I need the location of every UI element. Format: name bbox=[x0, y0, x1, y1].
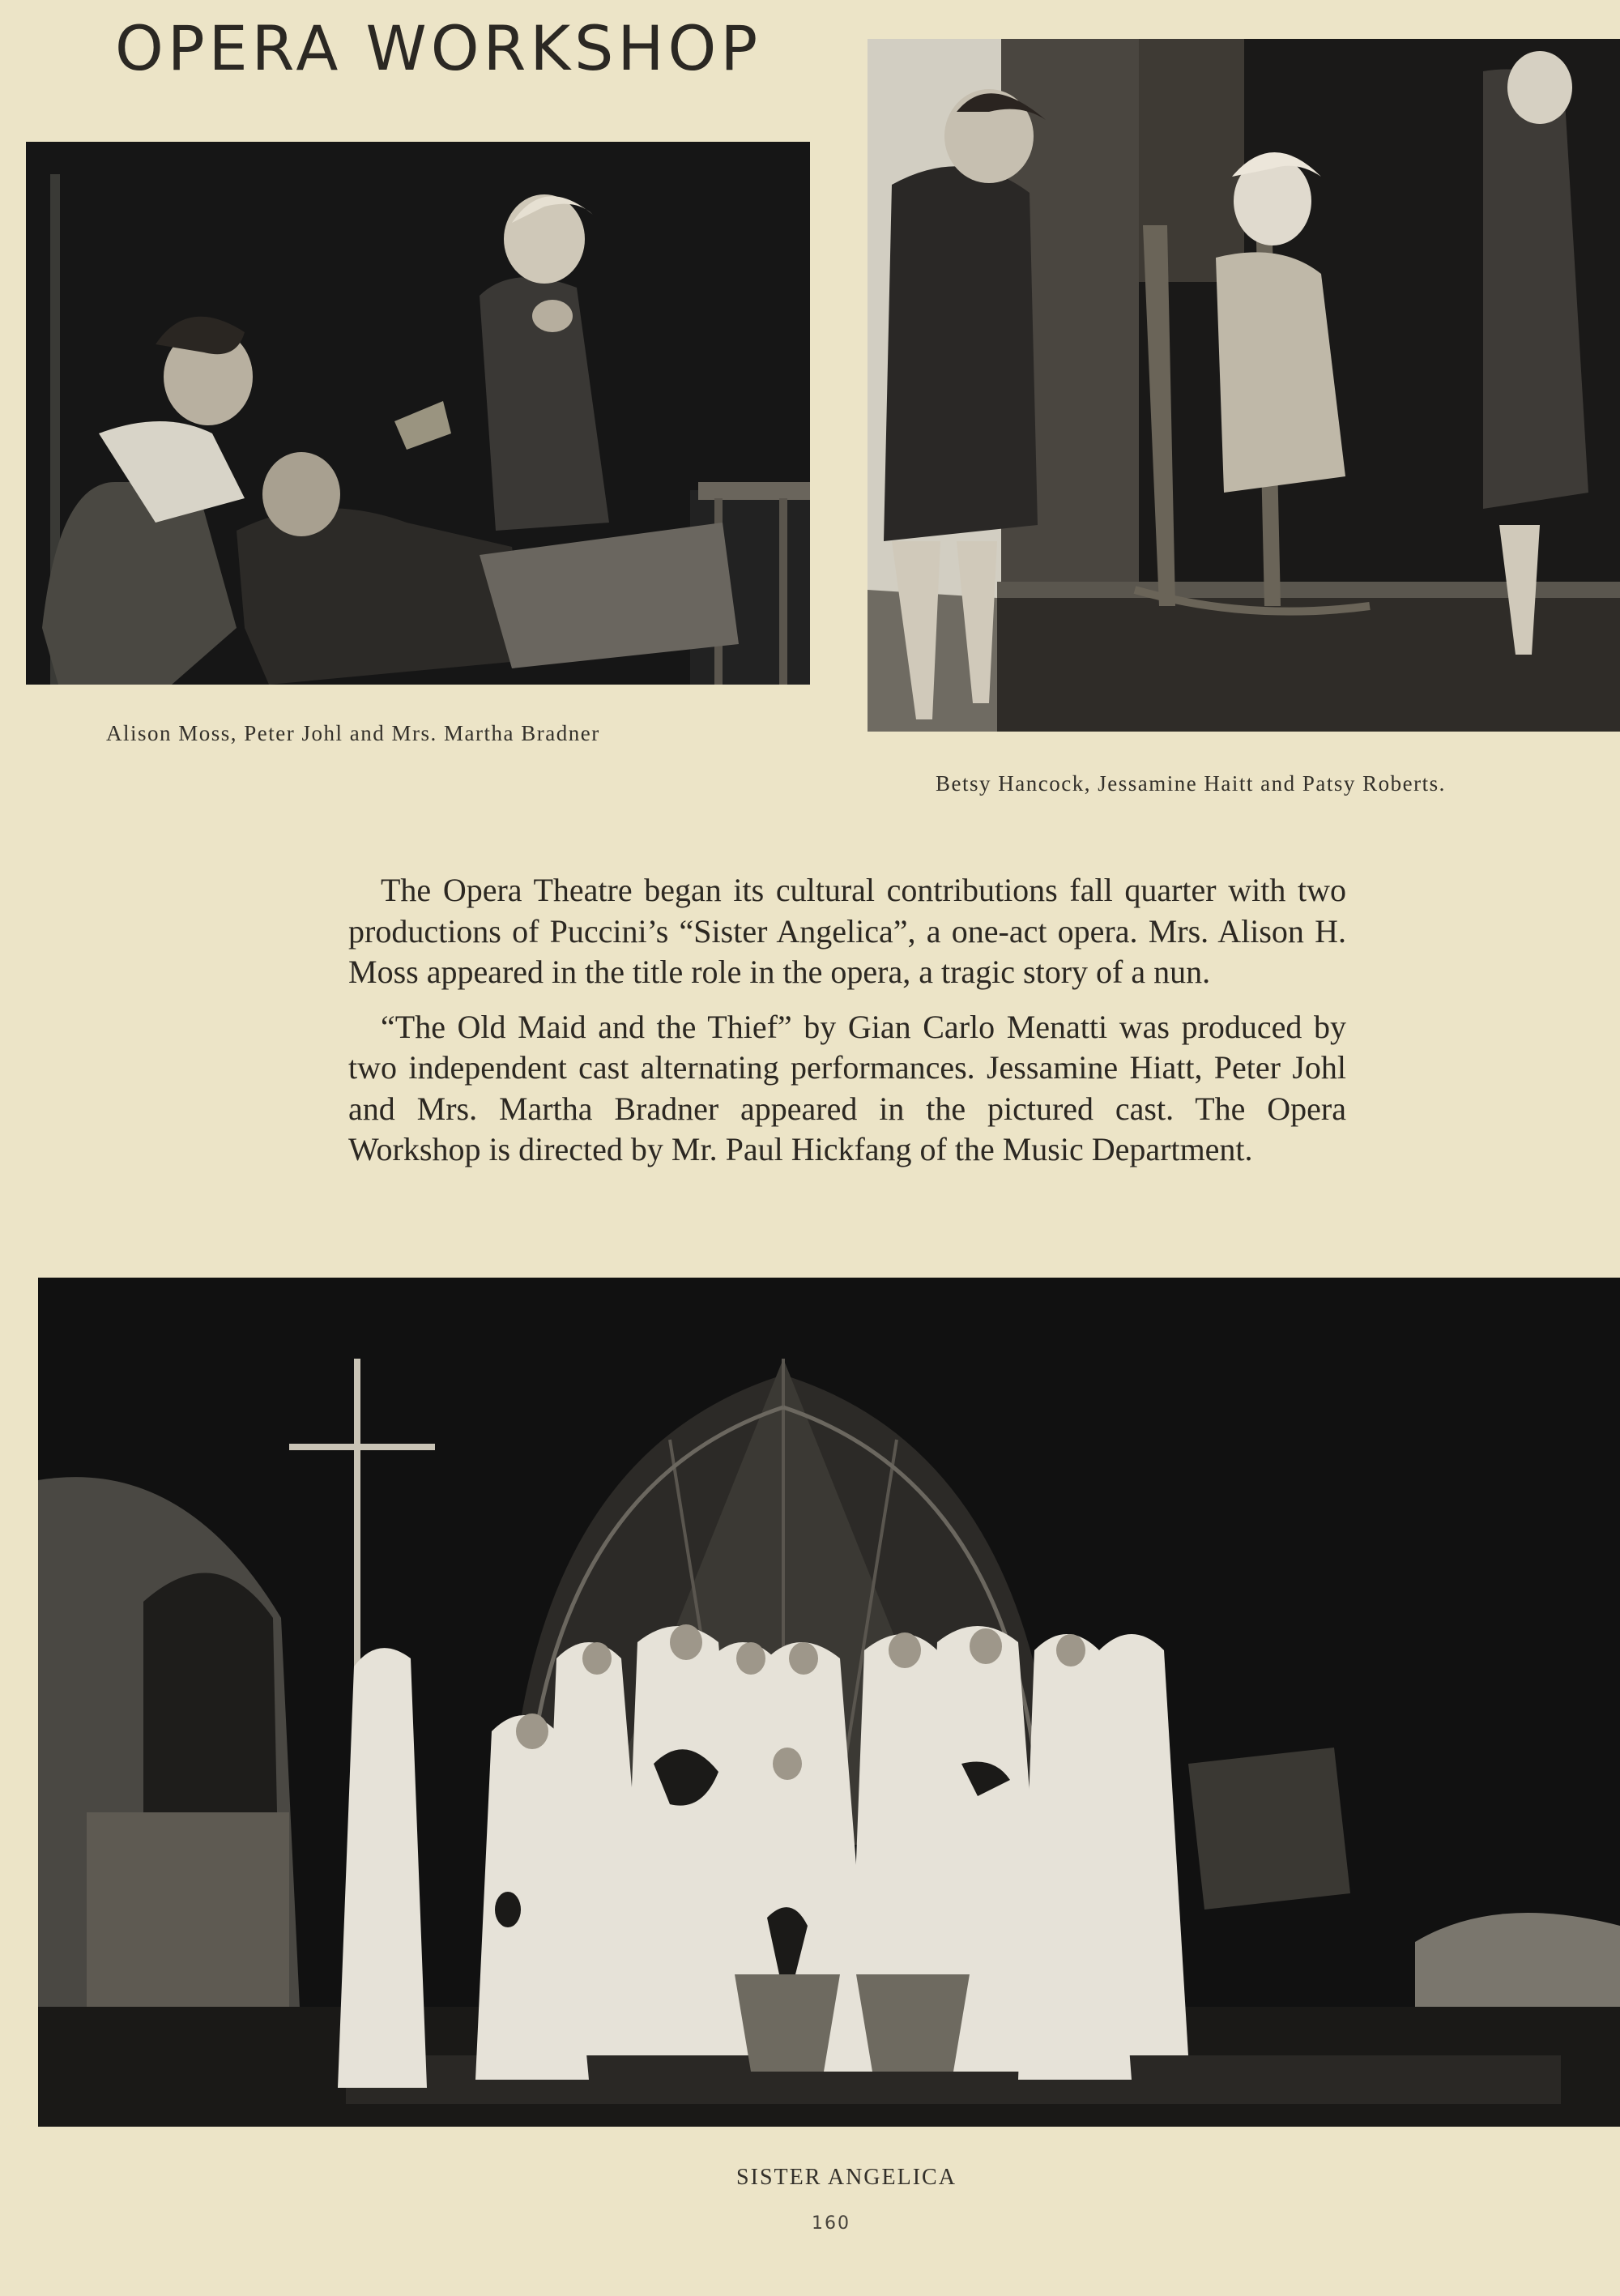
photo-caption-3: SISTER ANGELICA bbox=[736, 2165, 957, 2190]
photo-caption-1: Alison Moss, Peter Johl and Mrs. Martha Bradner bbox=[106, 721, 600, 745]
photo-caption-2: Betsy Hancock, Jessamine Haitt and Patsy Roberts. bbox=[936, 771, 1446, 796]
page-title: OPERA WORKSHOP bbox=[115, 12, 762, 84]
photo-old-maid-scene-1 bbox=[26, 142, 810, 685]
article-body bbox=[348, 870, 1346, 1184]
photo-old-maid-scene-2 bbox=[868, 39, 1620, 732]
article-paragraph: The Opera Theatre began its cultural contributions fall quarter with two productions of Puccini’s “Sister Angelica”, a one-act opera. Mrs. Alison H. Moss appeared in the title role in the opera, a tragic story of a nun. bbox=[348, 872, 1346, 990]
page-number: 160 bbox=[812, 2213, 850, 2234]
photo-sister-angelica bbox=[38, 1278, 1620, 2127]
article-paragraph: “The Old Maid and the Thief” by Gian Carlo Menatti was produced by two independent cast alternating performances. Jessamine Hiatt, Peter Johl and Mrs. Martha Bradner appeared in the pictured cast. The Opera Workshop is directed by Mr. Paul Hickfang of the Music Department. bbox=[348, 1008, 1346, 1167]
